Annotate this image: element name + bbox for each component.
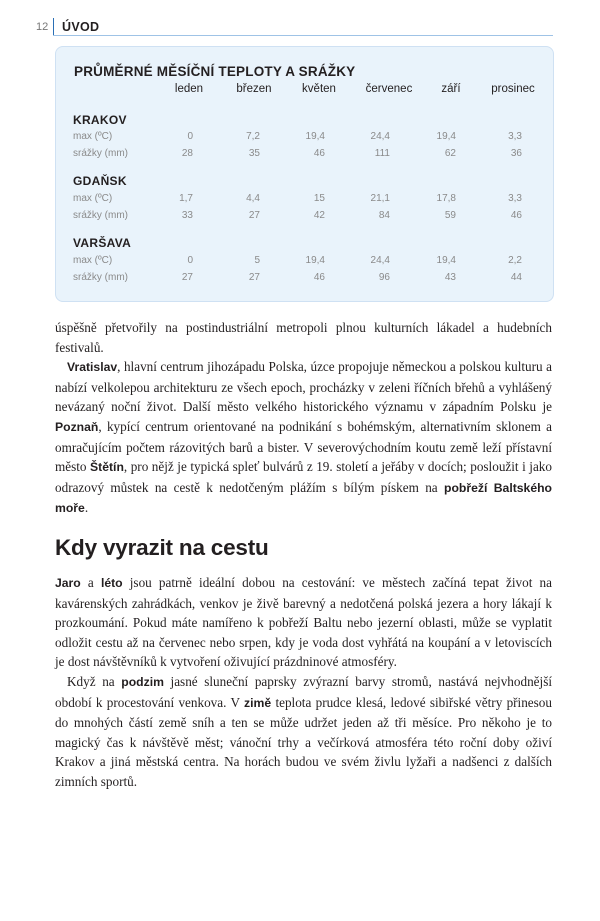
table-cell: 19,4 (305, 131, 325, 142)
text-run: , pro nějž je typická spleť bulvárů z 19. století a jeřáby v docích; posloužit i jako odrazový můstek na cestě k nedotčeným plážím s bílým pískem na (55, 459, 552, 495)
bold-term: Vratislav (67, 360, 118, 375)
table-cell: 59 (444, 210, 456, 221)
climate-table (55, 46, 554, 302)
table-cell: 96 (378, 272, 390, 283)
bold-term: Jaro (55, 576, 81, 590)
header-divider (53, 18, 54, 36)
table-cell: 24,4 (370, 255, 390, 266)
table-cell: 46 (510, 210, 522, 221)
text-run: jasné sluneční paprsky zvýrazní barvy stromů, nastává nejvhodnější období k procestování venkova. V (55, 673, 552, 710)
climate-table-title: PRŮMĚRNÉ MĚSÍČNÍ TEPLOTY A SRÁŽKY (74, 64, 356, 79)
table-cell: 5 (254, 255, 260, 266)
city-name: GDAŇSK (73, 174, 127, 188)
row-label: srážky (mm) (73, 148, 128, 159)
table-cell: 4,4 (246, 193, 260, 204)
paragraph (55, 318, 552, 519)
table-cell: 28 (181, 148, 193, 159)
bold-term: Štětín (90, 460, 124, 475)
table-cell: 84 (378, 210, 390, 221)
city-name: VARŠAVA (73, 236, 132, 250)
bold-term: zimě (244, 695, 272, 710)
table-cell: 46 (313, 272, 325, 283)
paragraph-continuation: úspěšně přetvořily na postindustriální metropoli plnou kulturních lákadel a hudebních festivalů. (55, 320, 552, 355)
text-run: Když na (67, 673, 122, 689)
table-cell: 7,2 (246, 131, 260, 142)
bold-term: podzim (121, 674, 164, 689)
page-header (0, 0, 600, 40)
month-header-row (56, 83, 553, 99)
row-label: max (ºC) (73, 193, 113, 204)
table-row (56, 148, 553, 163)
month-header: březen (236, 83, 272, 95)
text-run: , hlavní centrum jihozápadu Polska, úzce propojuje německou a polskou kulturu a nabízí velkolepou architekturu ze všech epoch, procházky v zeleni říčních břehů a vyhlášený nevázaný noční život. Další město velkého historického významu v západním Polsku je (55, 359, 552, 415)
text-run: jsou patrně ideální dobou na cestování: ve městech začíná tepat život na kavárenských zahrádkách, venkov je živě barevný a nedotčená polská jezera a hory lákají k prozkoumání. Pokud máte namířeno k pobřeží Baltu nebo jezerní oblasti, může se vyplatit odložit cestu až na červenec nebo srpen, kdy je voda dost vyhřátá na koupání a v letoviscích je dost návštěvníků k vytvoření oživující prázdninové atmosféry. (55, 575, 553, 670)
section-title: ÚVOD (62, 20, 100, 34)
text-run: . (84, 500, 89, 516)
table-cell: 3,3 (508, 131, 522, 142)
text-run: a (80, 575, 101, 590)
table-cell: 42 (313, 210, 325, 221)
row-label: max (ºC) (73, 131, 113, 142)
table-cell: 46 (313, 148, 325, 159)
table-cell: 3,3 (508, 193, 522, 204)
table-row (56, 255, 553, 270)
row-label: srážky (mm) (73, 272, 128, 283)
table-cell: 44 (510, 272, 522, 283)
bold-term: pobřeží Baltského moře (55, 480, 553, 516)
row-label: max (ºC) (73, 255, 113, 266)
month-header: leden (174, 83, 204, 95)
table-row (56, 272, 553, 287)
table-cell: 15 (313, 193, 325, 204)
page-number: 12 (36, 21, 49, 33)
row-label: srážky (mm) (73, 210, 128, 221)
bold-term: léto (100, 576, 123, 590)
table-cell: 27 (248, 210, 260, 221)
table-row (56, 131, 553, 146)
table-cell: 27 (181, 272, 193, 283)
table-row (56, 193, 553, 208)
table-cell: 19,4 (436, 131, 456, 142)
header-rule (53, 35, 553, 36)
table-cell: 0 (187, 131, 193, 142)
table-cell: 35 (248, 148, 260, 159)
table-cell: 2,2 (508, 255, 522, 266)
bold-term: Poznaň (55, 419, 99, 434)
table-cell: 1,7 (179, 193, 193, 204)
city-name: KRAKOV (73, 113, 127, 127)
table-cell: 24,4 (370, 131, 390, 142)
table-cell: 43 (444, 272, 456, 283)
paragraph (55, 573, 552, 792)
paragraph-spring-summer (55, 573, 552, 672)
table-cell: 21,1 (370, 193, 390, 204)
table-cell: 0 (187, 255, 193, 266)
paragraph-cities (55, 357, 552, 519)
paragraph-autumn-winter (55, 672, 552, 792)
table-cell: 36 (510, 148, 522, 159)
table-cell: 17,8 (436, 193, 456, 204)
month-header: květen (302, 83, 336, 95)
table-cell: 33 (181, 210, 193, 221)
month-header: prosinec (491, 83, 535, 95)
text-run: , kypící centrum orientované na podnikání s bohémským, alternativním sklonem a omračujícím počtem rázovitých barů a bister. V severovýchodním koutu země leží přístavní město (55, 418, 552, 475)
table-cell: 27 (248, 272, 260, 283)
section-heading: Kdy vyrazit na cestu (55, 535, 269, 560)
month-header: červenec (365, 83, 413, 95)
table-cell: 111 (374, 148, 390, 159)
month-header: září (441, 83, 461, 95)
table-cell: 19,4 (305, 255, 325, 266)
table-row (56, 210, 553, 225)
table-cell: 62 (444, 148, 456, 159)
text-run: teplota prudce klesá, ledové sibiřské větry přinesou do mnohých částí země sníh a ten se může udržet jeden až tři měsíce. Pro někoho je to magický čas k návštěvě měst; vánoční trhy a večírková atmosféra této roční doby oživí Krakov a jiná městská centra. Na horách budou ve svém živlu lyžaři a nadšenci z dalších zimních sportů. (55, 694, 552, 789)
table-cell: 19,4 (436, 255, 456, 266)
